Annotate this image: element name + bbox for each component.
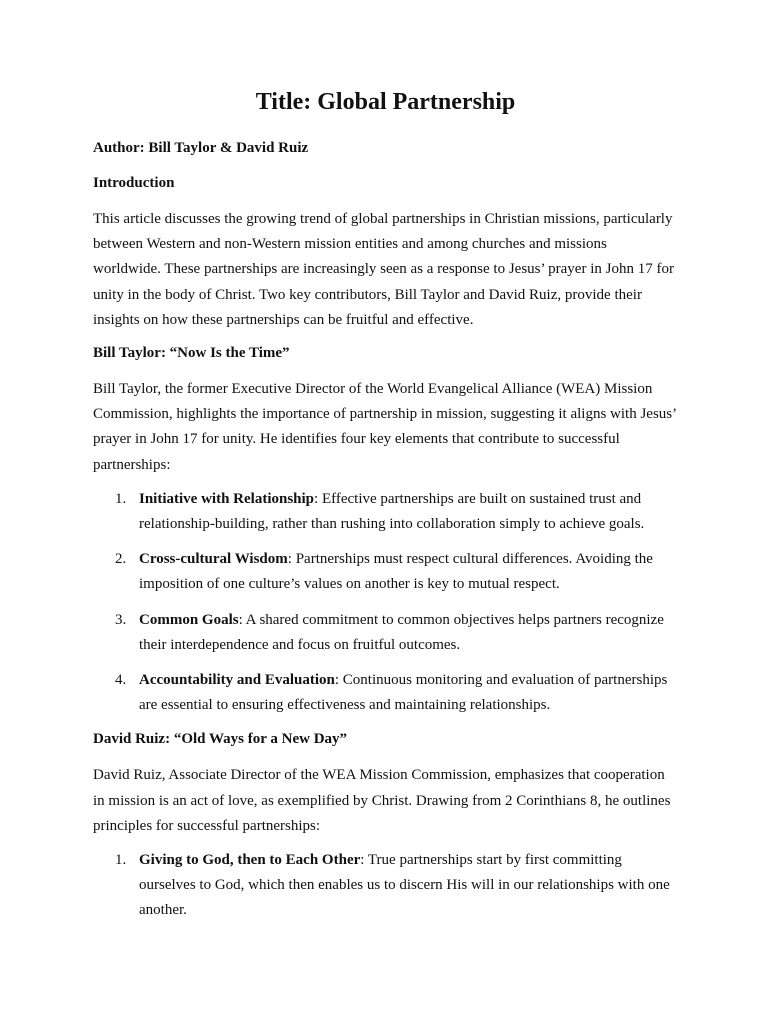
- list-number: 1.: [115, 852, 127, 869]
- list-number: 2.: [115, 551, 127, 568]
- list-item: [93, 668, 678, 718]
- list-item: [93, 547, 678, 597]
- list-term: Common Goals: [139, 611, 239, 628]
- list-item: [93, 608, 678, 658]
- list-description: : Partnerships must respect cultural differences. Avoiding the imposition of one culture’s values on another is key to mutual respect.: [139, 551, 653, 593]
- list-term: Initiative with Relationship: [139, 490, 315, 507]
- section-paragraph-ruiz: David Ruiz, Associate Director of the WEA Mission Commission, emphasizes that cooperation in mission is an act of love, as exemplified by Christ. Drawing from 2 Corinthians 8, he outlines principles for successful partnerships:: [93, 767, 671, 834]
- list-term: Accountability and Evaluation: [139, 672, 335, 689]
- document-content: [93, 86, 678, 934]
- list-item: [93, 487, 678, 537]
- list-description: : Effective partnerships are built on sustained trust and relationship-building, rather than rushing into collaboration simply to achieve goals.: [139, 490, 645, 533]
- list-item: [93, 848, 678, 924]
- list-number: 1.: [115, 490, 127, 507]
- section-heading-taylor: Bill Taylor: “Now Is the Time”: [93, 345, 290, 362]
- list-number: 3.: [115, 611, 127, 628]
- author-line: Author: Bill Taylor & David Ruiz: [93, 140, 309, 156]
- intro-heading: Introduction: [93, 175, 175, 191]
- list-description: : Continuous monitoring and evaluation of partnerships are essential to ensuring effectiveness and maintaining relationships.: [139, 672, 668, 714]
- list-description: : True partnerships start by first committing ourselves to God, which then enables us to discern His will in our relationships with one another.: [139, 852, 670, 919]
- list-term: Cross-cultural Wisdom: [139, 551, 288, 568]
- list-description: : A shared commitment to common objectives helps partners recognize their interdependence and focus on fruitful outcomes.: [139, 611, 664, 653]
- section-heading-ruiz: David Ruiz: “Old Ways for a New Day”: [93, 731, 348, 748]
- section-paragraph-taylor: Bill Taylor, the former Executive Director of the World Evangelical Alliance (WEA) Mission Commission, highlights the importance of partnership in mission, suggesting it aligns with Jesus’ prayer in John 17 for unity. He identifies four key elements that contribute to successful partnerships:: [93, 381, 677, 473]
- taylor-elements-list: [93, 487, 678, 719]
- ruiz-principles-list: [93, 848, 678, 924]
- page-title: Title: Global Partnership: [255, 89, 516, 115]
- intro-paragraph: This article discusses the growing trend of global partnerships in Christian missions, particularly between Western and non-Western mission entities and among churches and missions worldwide. These partnerships are increasingly seen as a response to Jesus’ prayer in John 17 for unity in the body of Christ. Two key contributors, Bill Taylor and David Ruiz, provide their insights on how these partnerships can be fruitful and effective.: [93, 211, 674, 328]
- list-term: Giving to God, then to Each Other: [139, 852, 361, 869]
- list-number: 4.: [115, 672, 127, 689]
